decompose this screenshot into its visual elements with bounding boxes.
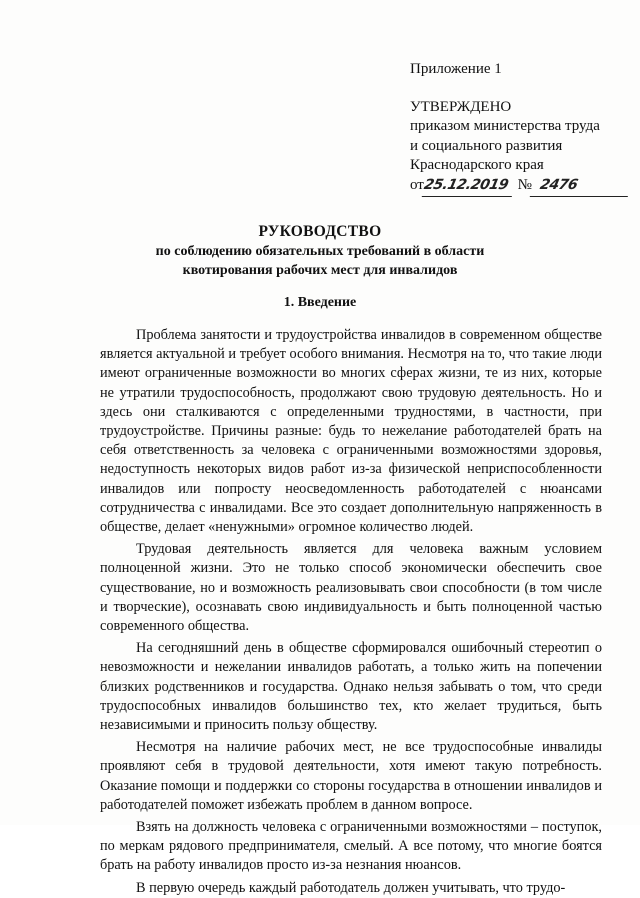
order-date-number-line bbox=[410, 176, 630, 197]
approval-line-3: Краснодарского края bbox=[410, 157, 544, 173]
paragraph: Проблема занятости и трудоустройства инвалидов в современном обществе является актуальной и требует особого внимания. Несмотря на то, что такие люди имеют ограниченные возможности во многих сферах жизни, те из них, которые не утратили трудоспособность, продолжают свою трудовую деятельность. Но и здесь они сталкиваются с определенными трудностями, в частности, при трудоустройстве. Причины разные: будь то нежелание работодателей брать на себя ответственность за человека с ограниченными возможностями здоровья, недоступность некоторых видов работ из-за физической неприспособленности инвалидов или попросту неосведомленность работодателей с нюансами сотрудничества с инвалидами. Все это создает дополнительную напряженность в обществе, делает «ненужными» огромное количество людей. bbox=[100, 327, 602, 536]
paragraph: На сегодняшний день в обществе сформировался ошибочный стереотип о невозможности и нежелании инвалидов работать, а только жить на попечении близких родственников и государства. Однако нельзя забывать о том, что среди трудоспособных инвалидов большинство тех, кто желает трудиться, быть независимыми и приносить пользу обществу. bbox=[100, 640, 602, 734]
document-title-block bbox=[60, 222, 580, 280]
approval-block bbox=[410, 60, 630, 196]
paragraph: В первую очередь каждый работодатель должен учитывать, что трудо- bbox=[136, 879, 566, 896]
approved-label: УТВЕРЖДЕНО bbox=[410, 98, 512, 115]
paragraph: Несмотря на наличие рабочих мест, не все трудоспособные инвалиды проявляют себя в трудовой деятельности, хотя имеют такую потребность. Оказание помощи и поддержки со стороны государства в отношении инвалидов и работодателей поможет избежать проблем в данном вопросе. bbox=[100, 739, 602, 813]
paragraph: Взять на должность человека с ограниченными возможностями – поступок, по меркам рядового предпринимателя, смелый. А все потому, что многие боятся брать на работу инвалидов просто из-за незнания нюансов. bbox=[100, 819, 602, 874]
handwritten-number: 2476 bbox=[530, 176, 632, 197]
section-heading: 1. Введение bbox=[283, 295, 357, 310]
document-subtitle-line-1: по соблюдению обязательных требований в области bbox=[155, 244, 485, 259]
number-prefix: № bbox=[517, 176, 532, 193]
appendix-label: Приложение 1 bbox=[410, 61, 502, 77]
paragraph: Трудовая деятельность является для человека важным условием полноценной жизни. Это не только способ экономически обеспечить свое существование, но и возможность реализовывать свои способности (в том числе и творческие), осознавать свою индивидуальность и быть полноценной частью современного общества. bbox=[100, 541, 602, 635]
approval-line-1: приказом министерства труда bbox=[410, 118, 600, 134]
document-title: РУКОВОДСТВО bbox=[258, 223, 382, 240]
from-prefix: от bbox=[410, 176, 424, 193]
approval-line-2: и социального развития bbox=[410, 137, 563, 154]
document-subtitle-line-2: квотирования рабочих мест для инвалидов bbox=[182, 263, 458, 278]
handwritten-date: 25.12.2019 bbox=[422, 176, 516, 197]
body-text bbox=[100, 326, 602, 898]
